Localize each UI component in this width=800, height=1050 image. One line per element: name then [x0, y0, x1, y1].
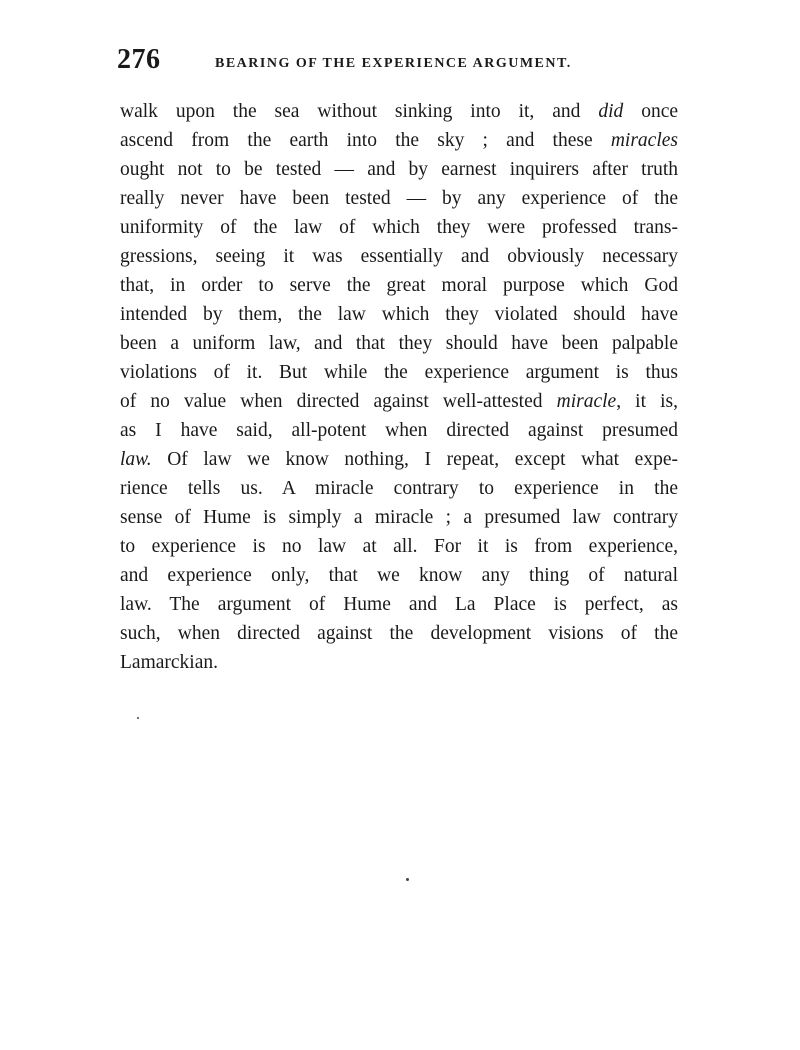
text-run: Lamarckian.	[120, 652, 218, 673]
text-run: such, when directed against the development visions of the	[120, 623, 678, 644]
text-line	[120, 97, 678, 126]
text-run: that, in order to serve the great moral purpose which God	[120, 275, 678, 296]
text-run: of no value when directed against well-attested	[120, 391, 557, 412]
text-line	[120, 184, 678, 213]
text-run: uniformity of the law of which they were professed trans-	[120, 217, 678, 238]
italic-text: did	[598, 101, 624, 122]
page-number: 276	[117, 44, 161, 75]
text-run: gressions, seeing it was essentially and obviously necessary	[120, 246, 678, 267]
text-line	[120, 561, 678, 590]
text-line	[120, 387, 678, 416]
text-run: ought not to be tested — and by earnest inquirers after truth	[120, 159, 678, 180]
text-run: walk upon the sea without sinking into it, and	[120, 101, 599, 122]
text-run: been a uniform law, and that they should have been palpable	[120, 333, 678, 354]
ink-speck	[137, 717, 139, 719]
text-line	[120, 590, 678, 619]
text-line	[120, 213, 678, 242]
text-line	[120, 271, 678, 300]
text-run: sense of Hume is simply a miracle ; a presumed law contrary	[120, 507, 678, 528]
text-line	[120, 300, 678, 329]
text-run: as I have said, all-potent when directed against presumed	[120, 420, 678, 441]
text-line	[120, 329, 678, 358]
text-line	[120, 445, 678, 474]
text-line	[120, 648, 678, 677]
text-run: intended by them, the law which they violated should have	[120, 304, 678, 325]
text-run: really never have been tested — by any experience of the	[120, 188, 678, 209]
text-run: violations of it. But while the experience argument is thus	[120, 362, 678, 383]
text-run: once	[623, 101, 679, 122]
ink-speck	[406, 878, 409, 881]
text-run: and experience only, that we know any thing of natural	[120, 565, 678, 586]
text-run: , it is,	[616, 391, 678, 412]
italic-text: law.	[120, 449, 152, 470]
text-line	[120, 358, 678, 387]
text-line	[120, 503, 678, 532]
text-run: Of law we know nothing, I repeat, except what expe-	[151, 449, 678, 470]
text-line	[120, 242, 678, 271]
text-line	[120, 416, 678, 445]
text-run: law. The argument of Hume and La Place is perfect, as	[120, 594, 678, 615]
text-line	[120, 126, 678, 155]
body-text	[120, 97, 678, 677]
text-run: ascend from the earth into the sky ; and these	[120, 130, 611, 151]
page-header	[117, 44, 679, 84]
italic-text: miracles	[610, 130, 678, 151]
running-head: BEARING OF THE EXPERIENCE ARGUMENT.	[215, 56, 572, 71]
text-line	[120, 532, 678, 561]
text-run: rience tells us. A miracle contrary to experience in the	[120, 478, 678, 499]
text-line	[120, 474, 678, 503]
text-line	[120, 619, 678, 648]
text-line	[120, 155, 678, 184]
italic-text: miracle	[556, 391, 617, 412]
text-run: to experience is no law at all. For it is from experience,	[120, 536, 678, 557]
